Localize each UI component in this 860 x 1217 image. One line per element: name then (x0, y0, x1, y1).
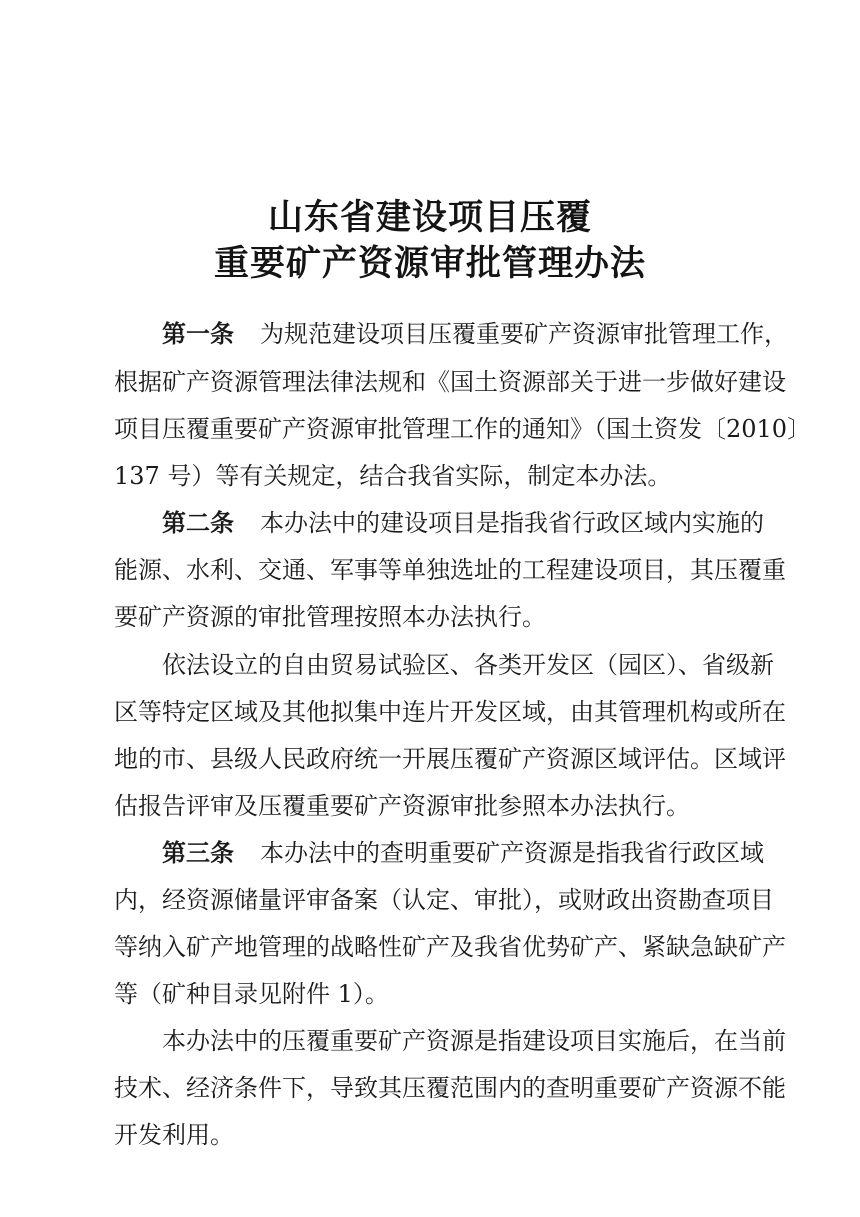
paragraph-text: 本办法中的查明重要矿产资源是指我省行政区域 (260, 839, 764, 867)
paragraph-line: 区等特定区域及其他拟集中连片开发区域，由其管理机构或所在 (114, 698, 786, 726)
paragraph-line: 根据矿产资源管理法律法规和《国土资源部关于进一步做好建设 (114, 368, 786, 396)
paragraph-line: 等纳入矿产地管理的战略性矿产及我省优势矿产、紧缺急缺矿产 (114, 933, 786, 961)
paragraph-line (162, 503, 764, 543)
paragraph-line: 137 号）等有关规定，结合我省实际，制定本办法。 (114, 462, 672, 490)
paragraph-line (162, 314, 788, 354)
paragraph-line: 依法设立的自由贸易试验区、各类开发区（园区）、省级新 (162, 651, 774, 679)
paragraph-line: 估报告评审及压覆重要矿产资源审批参照本办法执行。 (114, 792, 690, 820)
paragraph-line: 内，经资源储量评审备案（认定、审批），或财政出资勘查项目 (114, 886, 774, 914)
paragraph-line: 能源、水利、交通、军事等单独选址的工程建设项目，其压覆重 (114, 556, 786, 584)
paragraph-line (162, 833, 764, 873)
paragraph-text: 本办法中的建设项目是指我省行政区域内实施的 (260, 509, 764, 537)
paragraph-line: 开发利用。 (114, 1121, 234, 1149)
paragraph-line: 本办法中的压覆重要矿产资源是指建设项目实施后，在当前 (162, 1027, 786, 1055)
paragraph-line: 地的市、县级人民政府统一开展压覆矿产资源区域评估。区域评 (114, 745, 786, 773)
paragraph-line: 等（矿种目录见附件 1）。 (114, 980, 389, 1008)
article-label: 第二条 (162, 509, 234, 537)
document-title-line-1: 山东省建设项目压覆 (267, 198, 592, 238)
document-title-line-2: 重要矿产资源审批管理办法 (213, 244, 646, 284)
paragraph-line: 要矿产资源的审批管理按照本办法执行。 (114, 603, 546, 631)
paragraph-line: 技术、经济条件下，导致其压覆范围内的查明重要矿产资源不能 (114, 1074, 786, 1102)
article-label: 第三条 (162, 839, 234, 867)
article-label: 第一条 (162, 320, 234, 348)
paragraph-text: 为规范建设项目压覆重要矿产资源审批管理工作， (260, 320, 788, 348)
paragraph-line: 项目压覆重要矿产资源审批管理工作的通知》（国土资发〔2010〕 (114, 415, 812, 443)
